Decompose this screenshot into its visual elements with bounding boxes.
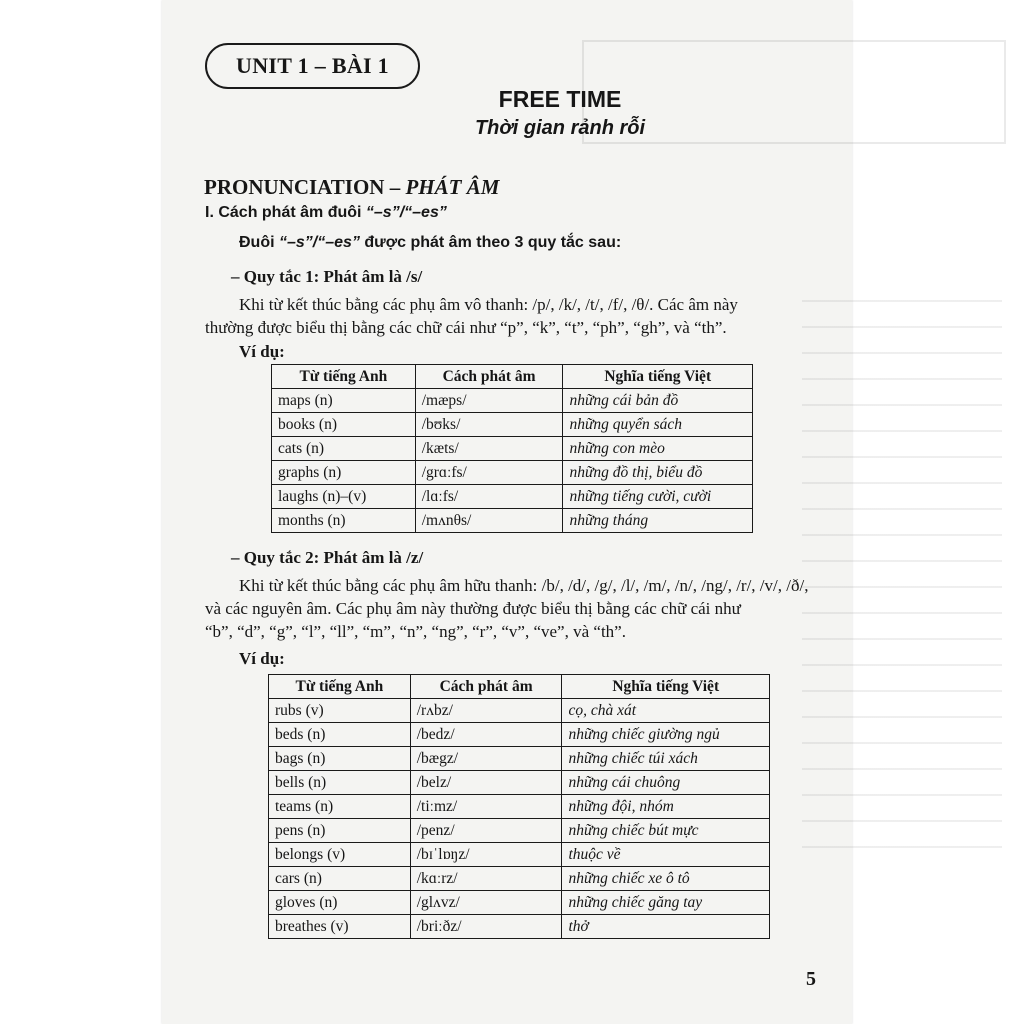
title-en: FREE TIME: [498, 86, 622, 112]
cell-vietnamese-meaning: những chiếc giường ngủ: [562, 723, 770, 747]
cell-pronunciation: /kæts/: [415, 437, 563, 461]
cell-english-word: gloves (n): [269, 891, 411, 915]
bleed-through-ghost-lines: [802, 300, 1002, 860]
cell-vietnamese-meaning: những cái chuông: [562, 771, 770, 795]
cell-pronunciation: /mʌnθs/: [415, 509, 563, 533]
table-rule1: [271, 364, 753, 533]
rule2-line2: và các nguyên âm. Các phụ âm này thường được biểu thị bằng các chữ cái như: [205, 599, 741, 618]
cell-english-word: teams (n): [269, 795, 411, 819]
table-row: [269, 867, 770, 891]
table-row: [272, 485, 753, 509]
rule1-example-label: Ví dụ:: [239, 342, 285, 361]
cell-pronunciation: /bægz/: [410, 747, 562, 771]
cell-english-word: maps (n): [272, 389, 416, 413]
cell-pronunciation: /glʌvz/: [410, 891, 562, 915]
cell-pronunciation: /mæps/: [415, 389, 563, 413]
header-english-word: Từ tiếng Anh: [272, 365, 416, 389]
cell-vietnamese-meaning: những chiếc túi xách: [562, 747, 770, 771]
cell-english-word: graphs (n): [272, 461, 416, 485]
cell-vietnamese-meaning: những chiếc xe ô tô: [562, 867, 770, 891]
cell-vietnamese-meaning: những tháng: [563, 509, 753, 533]
title-vi: Thời gian rảnh rỗi: [474, 117, 646, 139]
table-header-row: [269, 675, 770, 699]
rule2-line1: Khi từ kết thúc bằng các phụ âm hữu thanh: /b/, /d/, /g/, /l/, /m/, /n/, /ng/, /r/, /v/, /ð/,: [239, 576, 809, 595]
section-heading-prefix: I. Cách phát âm đuôi: [205, 204, 366, 221]
table-row: [269, 819, 770, 843]
pronunciation-heading-vi: PHÁT ÂM: [405, 175, 500, 199]
cell-vietnamese-meaning: những con mèo: [563, 437, 753, 461]
intro-ending: “–s”/“–es”: [279, 234, 360, 251]
pronunciation-heading-en: PRONUNCIATION –: [204, 175, 406, 199]
unit-badge: UNIT 1 – BÀI 1: [205, 43, 420, 89]
intro-line: [239, 234, 621, 252]
cell-english-word: cats (n): [272, 437, 416, 461]
cell-english-word: cars (n): [269, 867, 411, 891]
page-number: 5: [806, 968, 816, 990]
table-row: [269, 795, 770, 819]
cell-english-word: laughs (n)–(v): [272, 485, 416, 509]
rule1-line1: Khi từ kết thúc bằng các phụ âm vô thanh: /p/, /k/, /t/, /f/, /θ/. Các âm này: [239, 295, 738, 314]
cell-english-word: beds (n): [269, 723, 411, 747]
cell-pronunciation: /bedz/: [410, 723, 562, 747]
table-row: [272, 389, 753, 413]
table-row: [272, 461, 753, 485]
cell-pronunciation: /briːðz/: [410, 915, 562, 939]
cell-english-word: bells (n): [269, 771, 411, 795]
cell-pronunciation: /penz/: [410, 819, 562, 843]
intro-prefix: Đuôi: [239, 234, 279, 251]
table-row: [272, 413, 753, 437]
cell-vietnamese-meaning: những quyển sách: [563, 413, 753, 437]
header-vietnamese-meaning: Nghĩa tiếng Việt: [563, 365, 753, 389]
cell-pronunciation: /rʌbz/: [410, 699, 562, 723]
table-rule2: [268, 674, 770, 939]
pronunciation-heading: [204, 175, 499, 200]
header-english-word: Từ tiếng Anh: [269, 675, 411, 699]
cell-vietnamese-meaning: những chiếc găng tay: [562, 891, 770, 915]
rule1-line2: thường được biểu thị bằng các chữ cái như “p”, “k”, “t”, “ph”, “gh”, và “th”.: [205, 318, 727, 337]
intro-suffix: được phát âm theo 3 quy tắc sau:: [359, 234, 622, 251]
header-pronunciation: Cách phát âm: [415, 365, 563, 389]
cell-vietnamese-meaning: thở: [562, 915, 770, 939]
cell-pronunciation: /grɑːfs/: [415, 461, 563, 485]
cell-english-word: rubs (v): [269, 699, 411, 723]
cell-pronunciation: /bɪˈlɒŋz/: [410, 843, 562, 867]
cell-english-word: pens (n): [269, 819, 411, 843]
cell-pronunciation: /bʊks/: [415, 413, 563, 437]
section-heading-suffix: “–s”/“–es”: [365, 204, 447, 221]
rule2-heading: – Quy tắc 2: Phát âm là /z/: [231, 548, 424, 567]
table-row: [272, 437, 753, 461]
cell-vietnamese-meaning: những tiếng cười, cười: [563, 485, 753, 509]
cell-vietnamese-meaning: những đội, nhóm: [562, 795, 770, 819]
cell-vietnamese-meaning: những cái bản đồ: [563, 389, 753, 413]
table-row: [272, 509, 753, 533]
cell-pronunciation: /belz/: [410, 771, 562, 795]
cell-vietnamese-meaning: những chiếc bút mực: [562, 819, 770, 843]
header-vietnamese-meaning: Nghĩa tiếng Việt: [562, 675, 770, 699]
rule1-heading: – Quy tắc 1: Phát âm là /s/: [231, 267, 423, 286]
table-row: [269, 723, 770, 747]
cell-english-word: breathes (v): [269, 915, 411, 939]
cell-pronunciation: /lɑːfs/: [415, 485, 563, 509]
table-row: [269, 699, 770, 723]
header-pronunciation: Cách phát âm: [410, 675, 562, 699]
table-row: [269, 771, 770, 795]
cell-vietnamese-meaning: cọ, chà xát: [562, 699, 770, 723]
table-row: [269, 843, 770, 867]
cell-vietnamese-meaning: những đồ thị, biểu đồ: [563, 461, 753, 485]
rule2-example-label: Ví dụ:: [239, 649, 285, 668]
cell-pronunciation: /tiːmz/: [410, 795, 562, 819]
section-heading: [205, 204, 447, 222]
rule2-line3: “b”, “d”, “g”, “l”, “ll”, “m”, “n”, “ng”, “r”, “v”, “ve”, và “th”.: [205, 622, 626, 641]
table-row: [269, 747, 770, 771]
cell-english-word: months (n): [272, 509, 416, 533]
cell-pronunciation: /kɑːrz/: [410, 867, 562, 891]
table-row: [269, 891, 770, 915]
cell-english-word: belongs (v): [269, 843, 411, 867]
cell-english-word: books (n): [272, 413, 416, 437]
cell-vietnamese-meaning: thuộc về: [562, 843, 770, 867]
table-row: [269, 915, 770, 939]
cell-english-word: bags (n): [269, 747, 411, 771]
table-header-row: [272, 365, 753, 389]
